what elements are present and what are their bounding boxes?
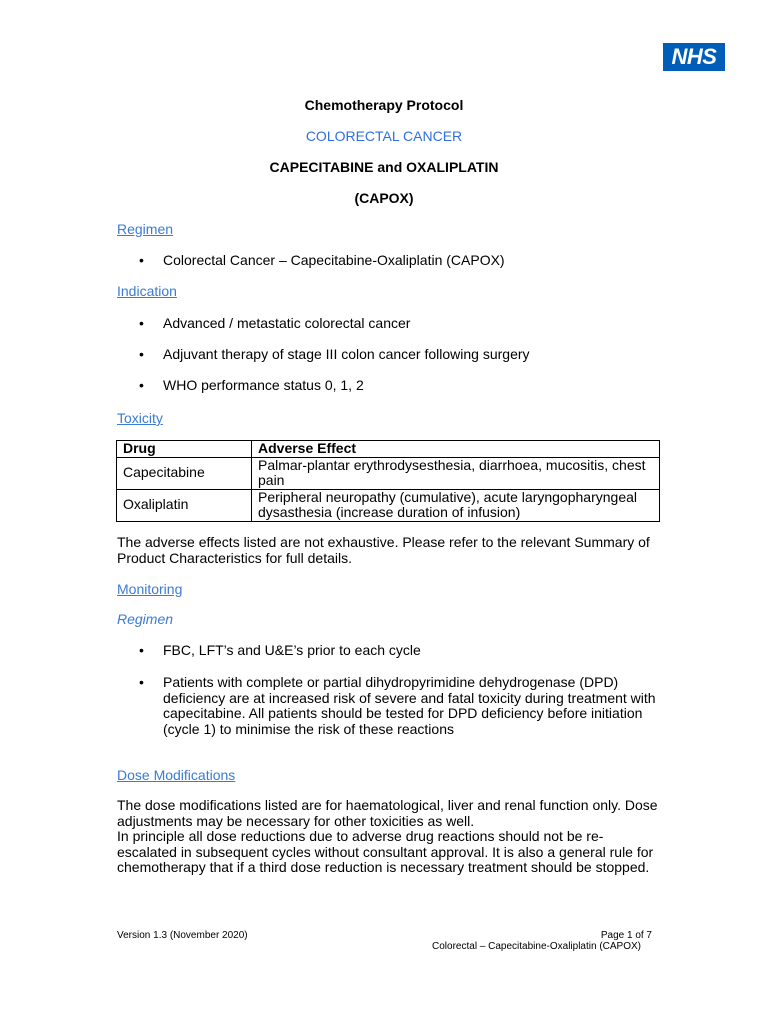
column-header: Drug <box>117 441 252 458</box>
toxicity-table <box>116 440 660 522</box>
abbr-title: (CAPOX) <box>354 190 414 206</box>
table-cell: Oxaliplatin <box>117 489 252 521</box>
regimen-heading[interactable]: Regimen <box>117 221 174 237</box>
table-header-row <box>117 441 660 458</box>
dose-paragraph-2: In principle all dose reductions due to adverse drug reactions should not be re-escalated in subsequent cycles without consultant approval. It is also a general rule for chemotherapy that if a third dose reduction is necessary treatment should be stopped. <box>117 828 654 875</box>
column-header: Adverse Effect <box>252 441 660 458</box>
table-row <box>117 489 660 521</box>
footer-version: Version 1.3 (November 2020) <box>117 930 248 941</box>
footer-page: Page 1 of 7 <box>600 930 652 941</box>
dose-modifications-heading[interactable]: Dose Modifications <box>117 767 236 783</box>
monitoring-heading[interactable]: Monitoring <box>117 581 183 597</box>
cancer-title: COLORECTAL CANCER <box>305 128 463 144</box>
table-cell: Capecitabine <box>117 457 252 489</box>
drugs-title: CAPECITABINE and OXALIPLATIN <box>269 159 499 175</box>
nhs-logo: NHS <box>663 43 725 71</box>
protocol-title: Chemotherapy Protocol <box>304 97 464 113</box>
dose-paragraph-1: The dose modifications listed are for haematological, liver and renal function only. Dose adjustments may be necessary for other toxicities as well. <box>117 797 658 829</box>
footer-title: Colorectal – Capecitabine-Oxaliplatin (CAPOX) <box>432 941 641 952</box>
toxicity-heading[interactable]: Toxicity <box>117 410 163 426</box>
monitoring-subheading: Regimen <box>117 611 174 627</box>
indication-heading[interactable]: Indication <box>117 283 177 299</box>
table-row <box>117 457 660 489</box>
table-cell: Palmar-plantar erythrodysesthesia, diarrhoea, mucositis, chest pain <box>252 457 660 489</box>
table-cell: Peripheral neuropathy (cumulative), acute laryngopharyngeal dysasthesia (increase duration of infusion) <box>252 489 660 521</box>
toxicity-note: The adverse effects listed are not exhaustive. Please refer to the relevant Summary of Product Characteristics for full details. <box>117 534 650 566</box>
